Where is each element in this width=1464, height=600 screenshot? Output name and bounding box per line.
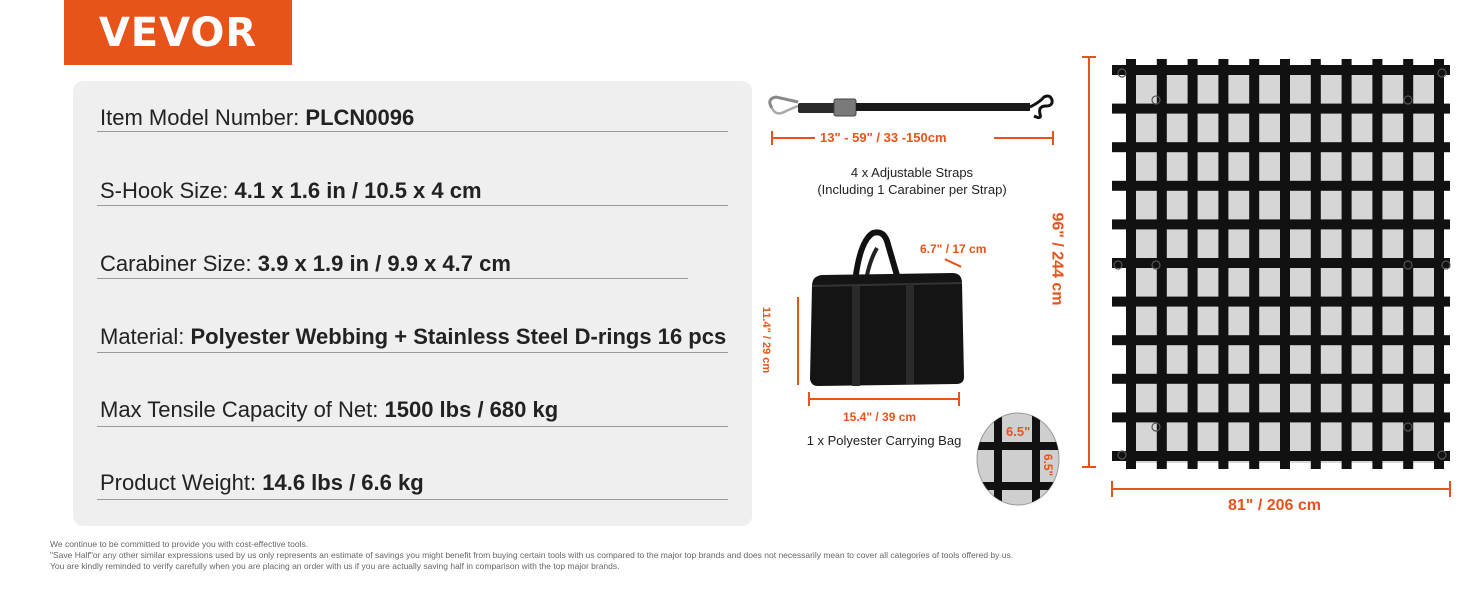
net-height-tick-bottom [1082, 466, 1096, 468]
spec-divider [97, 205, 728, 206]
bag-height-line [797, 297, 799, 385]
strap-illustration [762, 92, 1062, 126]
bag-height: 11.4" / 29 cm [760, 306, 773, 374]
strap-dimension: 13" - 59" / 33 -150cm [820, 130, 947, 145]
spec-value: Polyester Webbing + Stainless Steel D-rings 16 pcs [190, 324, 727, 349]
spec-label: Max Tensile Capacity of Net: [100, 397, 385, 422]
strap-caption-line2: (Including 1 Carabiner per Strap) [817, 182, 1007, 197]
disclaimer-line: You are kindly reminded to verify carefully when you are placing an order with us if you are actually saving half in comparison with the top major brands. [50, 561, 620, 571]
disclaimer [50, 539, 1013, 572]
spec-model [100, 105, 414, 131]
spec-value: 14.6 lbs / 6.6 kg [262, 470, 424, 495]
net-vertical-strap [1311, 59, 1321, 469]
net-width-tick-left [1111, 481, 1113, 497]
net-vertical-strap [1188, 59, 1198, 469]
disclaimer-line: We continue to be committed to provide you with cost-effective tools. [50, 539, 309, 549]
net-height: 96" / 244 cm [1048, 212, 1066, 306]
disclaimer-line: "Save Half"or any other similar expressions used by us only represents an estimate of savings you might benefit from buying certain tools with us compared to the major top brands and does not necessarily mean to cover all categories of tools offered by us. [50, 550, 1014, 560]
strap-dim-tick-right [1052, 131, 1054, 145]
spec-divider [97, 499, 728, 500]
net-width: 81" / 206 cm [1228, 497, 1321, 514]
mesh-square-horizontal: 6.5" [1006, 424, 1031, 439]
spec-s-hook [100, 178, 482, 204]
net-vertical-strap [1126, 59, 1136, 469]
net-vertical-strap [1342, 59, 1352, 469]
spec-divider [97, 278, 688, 279]
spec-material [100, 324, 726, 350]
strap-caption-line1: 4 x Adjustable Straps [850, 165, 974, 180]
net-width-line [1111, 488, 1451, 490]
mesh-square-vertical: 6.5" [1041, 453, 1056, 477]
spec-label: Item Model Number: [100, 105, 306, 130]
bag-width-tick-left [808, 392, 810, 406]
spec-value: 1500 lbs / 680 kg [384, 397, 559, 422]
cargo-net-illustration [1108, 55, 1453, 475]
spec-capacity [100, 397, 558, 423]
spec-carabiner [100, 251, 511, 277]
brand-logo-text: VEVOR [98, 9, 258, 56]
bag-depth: 6.7" / 17 cm [920, 242, 987, 256]
spec-label: Carabiner Size: [100, 251, 258, 276]
strap-dim-line-right [994, 137, 1054, 139]
bag-width: 15.4" / 39 cm [843, 410, 917, 424]
spec-label: Product Weight: [100, 470, 263, 495]
strap-dim-tick-left [771, 131, 773, 145]
net-vertical-strap [1157, 59, 1167, 469]
spec-value: 4.1 x 1.6 in / 10.5 x 4 cm [234, 178, 482, 203]
net-width-tick-right [1449, 481, 1451, 497]
bag-width-tick-right [958, 392, 960, 406]
spec-panel [73, 81, 752, 526]
spec-value: 3.9 x 1.9 in / 9.9 x 4.7 cm [257, 251, 511, 276]
net-vertical-strap [1372, 59, 1382, 469]
spec-divider [97, 352, 728, 353]
spec-value: PLCN0096 [305, 105, 415, 130]
net-height-line [1088, 56, 1090, 468]
net-vertical-strap [1249, 59, 1259, 469]
spec-divider [97, 426, 728, 427]
spec-divider [97, 131, 728, 132]
strap-dim-line-left [771, 137, 815, 139]
net-height-tick-top [1082, 56, 1096, 58]
bag-caption: 1 x Polyester Carrying Bag [806, 433, 962, 448]
spec-weight [100, 470, 424, 496]
brand-logo [64, 0, 292, 65]
spec-label: S-Hook Size: [100, 178, 235, 203]
net-vertical-strap [1218, 59, 1228, 469]
spec-label: Material: [100, 324, 191, 349]
bag-width-line [808, 398, 960, 400]
net-vertical-strap [1280, 59, 1290, 469]
